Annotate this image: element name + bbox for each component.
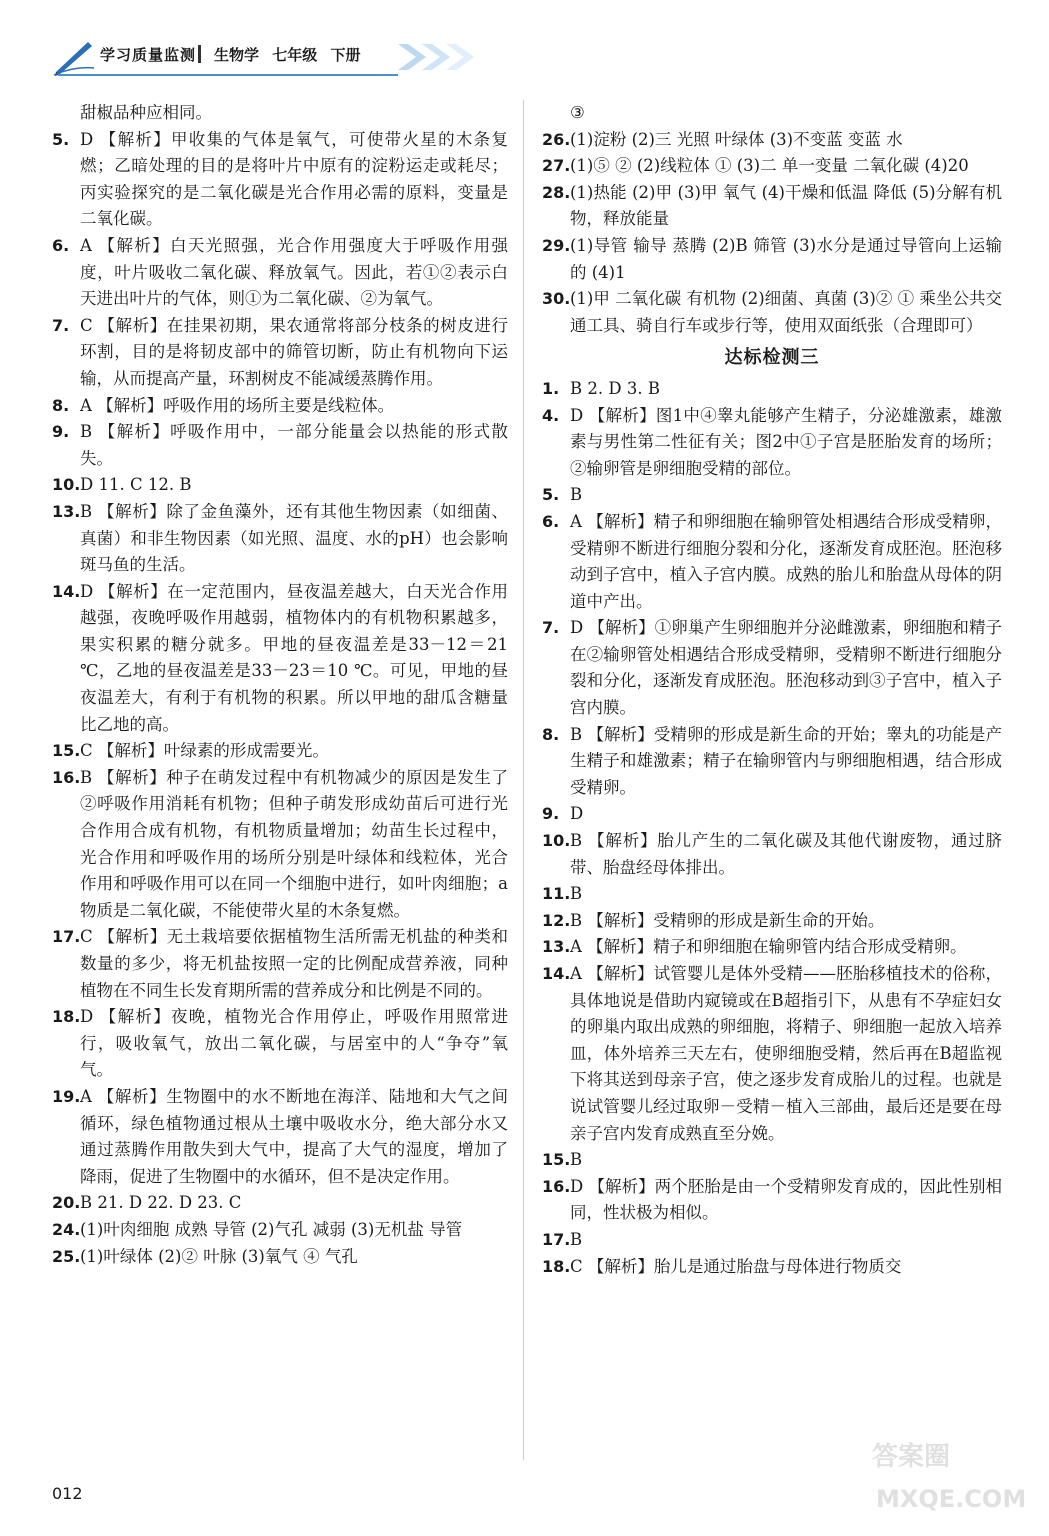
answer-text: 甜椒品种应相同。 xyxy=(80,103,212,122)
answer-text: B xyxy=(570,485,583,505)
answer-text: B 【解析】胎儿产生的二氧化碳及其他代谢废物，通过脐带、胎盘经母体排出。 xyxy=(570,831,1002,877)
answer-number: 17. xyxy=(52,927,81,947)
answer-number: 20. xyxy=(52,1193,81,1213)
answer-number: 12. xyxy=(542,910,571,930)
watermark-logo xyxy=(862,1425,1032,1525)
answer-text: A 【解析】生物圈中的水不断地在海洋、陆地和大气之间循环，绿色植物通过根从土壤中吸收水分，绝大部分水又通过蒸腾作用散失到大气中，提高了大气的湿度，增加了降雨，促进了生物圈中的水循环，但不是决定作用。 xyxy=(80,1086,508,1186)
answer-text: A 【解析】白天光照强，光合作用强度大于呼吸作用强度，叶片吸收二氧化碳、释放氧气。因此，若①②表示白天进出叶片的气体，则①为二氧化碳、②为氧气。 xyxy=(80,235,508,309)
answer-item xyxy=(52,765,508,925)
answer-number: 6. xyxy=(542,511,560,531)
answer-text: A 【解析】精子和卵细胞在输卵管内结合形成受精卵。 xyxy=(570,937,967,957)
answer-text: B 【解析】受精卵的形成是新生命的开始；睾丸的功能是产生精子和雄激素；精子在输卵管内与卵细胞相遇，结合形成受精卵。 xyxy=(570,724,1002,797)
answer-number: 8. xyxy=(542,724,560,744)
answer-item xyxy=(52,472,508,499)
answer-item xyxy=(542,828,1002,881)
page-header xyxy=(48,34,488,76)
answer-text: D 11. C 12. B xyxy=(80,475,192,495)
answer-item xyxy=(542,722,1002,802)
answer-number: 14. xyxy=(52,581,81,601)
answer-item xyxy=(542,881,1002,908)
answer-number: 5. xyxy=(52,129,70,149)
watermark-line1: 答案圈 xyxy=(872,1442,951,1472)
answer-text: B 【解析】受精卵的形成是新生命的开始。 xyxy=(570,910,885,930)
answer-text: C 【解析】在挂果初期，果农通常将部分枝条的树皮进行环割，目的是将韧皮部中的筛管切断，防止有机物向下运输，从而提高产量，环割树皮不能减缓蒸腾作用。 xyxy=(80,315,508,388)
answer-text: ③ xyxy=(570,103,585,122)
answer-text: B xyxy=(570,1150,583,1170)
answer-text: B 21. D 22. D 23. C xyxy=(80,1193,242,1213)
answer-number: 19. xyxy=(52,1086,81,1106)
answer-text: D 【解析】两个胚胎是由一个受精卵发育成的，因此性别相同，性状极为相似。 xyxy=(570,1176,1002,1223)
answer-number: 7. xyxy=(52,315,70,335)
header-rule xyxy=(58,74,398,76)
answer-text: (1)热能 (2)甲 (3)甲 氧气 (4)干燥和低温 降低 (5)分解有机物，释放能量 xyxy=(570,182,1002,229)
answer-text: D 【解析】①卵巢产生卵细胞并分泌雌激素，卵细胞和精子在②输卵管处相遇结合形成受精卵，受精卵不断进行细胞分裂和分化，逐渐发育成胚泡。胚泡移动到③子宫中，植入子宫内膜。 xyxy=(570,618,1002,718)
answer-number: 9. xyxy=(542,804,560,824)
page-number: 012 xyxy=(52,1484,83,1503)
answer-text: (1)淀粉 (2)三 光照 叶绿体 (3)不变蓝 变蓝 水 xyxy=(570,129,903,149)
answer-text: A 【解析】精子和卵细胞在输卵管处相遇结合形成受精卵，受精卵不断进行细胞分裂和分化，逐渐发育成胚泡。胚泡移动到子宫中，植入子宫内膜。成熟的胎儿和胎盘从母体的阴道中产出。 xyxy=(570,511,1002,611)
answer-item xyxy=(542,961,1002,1147)
answer-text: C 【解析】胎儿是通过胎盘与母体进行物质交 xyxy=(570,1256,902,1276)
answer-number: 15. xyxy=(542,1150,571,1170)
answer-text: A 【解析】呼吸作用的场所主要是线粒体。 xyxy=(80,395,395,415)
answer-item xyxy=(52,419,508,472)
answer-text: D 【解析】在一定范围内，昼夜温差越大，白天光合作用越强，夜晚呼吸作用越弱，植物体内的有机物积累越多，果实积累的糖分就多。甲地的昼夜温差是33－12＝21 ℃，乙地的昼夜温差是33－23＝10 ℃。可见，甲地的昼夜温差大，有利于有机物的积累。所以甲地的甜瓜含糖量比乙地的高。 xyxy=(80,581,508,734)
answer-number: 28. xyxy=(542,182,571,202)
answer-number: 18. xyxy=(52,1007,81,1027)
answer-number: 10. xyxy=(52,475,81,495)
answer-text: C 【解析】叶绿素的形成需要光。 xyxy=(80,741,329,761)
chevron-decoration-icon xyxy=(398,42,488,72)
answer-number: 14. xyxy=(542,964,571,983)
answer-text: B 2. D 3. B xyxy=(570,378,660,398)
answer-item xyxy=(52,1217,508,1244)
answer-item xyxy=(52,127,508,233)
answer-item xyxy=(52,1244,508,1271)
answer-number: 4. xyxy=(542,405,560,425)
answer-item xyxy=(52,1084,508,1190)
answer-number: 27. xyxy=(542,156,571,176)
section-title: 达标检测三 xyxy=(724,347,820,369)
answer-number: 24. xyxy=(52,1219,81,1239)
column-divider xyxy=(523,100,524,1460)
answer-number: 16. xyxy=(52,767,81,787)
right-column xyxy=(542,100,1002,1280)
answer-number: 26. xyxy=(542,129,571,149)
answer-number: 13. xyxy=(52,501,81,521)
answer-item xyxy=(542,100,1002,127)
answer-number: 17. xyxy=(542,1229,571,1249)
answer-item xyxy=(542,233,1002,286)
answer-item xyxy=(52,1004,508,1084)
answer-item xyxy=(542,153,1002,180)
answer-number: 7. xyxy=(542,618,560,638)
answer-item xyxy=(542,1174,1002,1227)
answer-item xyxy=(52,1190,508,1217)
answer-number: 11. xyxy=(542,884,571,904)
answer-text: (1)甲 二氧化碳 有机物 (2)细菌、真菌 (3)② ① 乘坐公共交通工具、骑自行车或步行等，使用双面纸张（合理即可） xyxy=(570,289,1002,335)
answer-text: D 【解析】夜晚，植物光合作用停止，呼吸作用照常进行，吸收氧气，放出二氧化碳，与居室中的人“争夺”氧气。 xyxy=(80,1007,508,1080)
answer-text: (1)叶绿体 (2)② 叶脉 (3)氧气 ④ 气孔 xyxy=(80,1246,358,1266)
answer-item xyxy=(542,1147,1002,1174)
answer-number: 8. xyxy=(52,395,70,415)
answer-number: 25. xyxy=(52,1246,81,1266)
answer-text: D 【解析】甲收集的气体是氧气，可使带火星的木条复燃；乙暗处理的目的是将叶片中原有的淀粉运走或耗尽；丙实验探究的是二氧化碳是光合作用必需的原料，变量是二氧化碳。 xyxy=(80,129,508,229)
answer-item xyxy=(542,1254,1002,1281)
pen-icon xyxy=(52,38,96,76)
answer-item xyxy=(52,313,508,393)
answer-number: 30. xyxy=(542,289,571,309)
answer-item xyxy=(542,376,1002,403)
answer-number: 6. xyxy=(52,235,70,255)
answer-item xyxy=(542,801,1002,828)
answer-item xyxy=(542,403,1002,483)
answer-number: 9. xyxy=(52,422,70,442)
answer-item xyxy=(52,579,508,739)
answer-text: (1)叶肉细胞 成熟 导管 (2)气孔 减弱 (3)无机盐 导管 xyxy=(80,1219,463,1239)
answer-number: 16. xyxy=(542,1176,571,1196)
answer-item xyxy=(52,100,508,127)
answer-text: D xyxy=(570,804,584,824)
series-title: 学习质量监测 xyxy=(100,46,197,64)
answer-number: 10. xyxy=(542,831,571,851)
answer-item xyxy=(542,509,1002,615)
answer-item xyxy=(52,233,508,313)
answer-item xyxy=(542,127,1002,154)
answer-text: B 【解析】种子在萌发过程中有机物减少的原因是发生了②呼吸作用消耗有机物；但种子萌发形成幼苗后可进行光合作用合成有机物，有机物质量增加；幼苗生长过程中，光合作用和呼吸作用的场所分别是叶绿体和线粒体，光合作用和呼吸作用可以在同一个细胞中进行，如叶肉细胞；a物质是二氧化碳，不能使带火星的木条复燃。 xyxy=(80,767,508,920)
book-subtitle: 生物学 七年级 下册 xyxy=(214,46,361,64)
answer-text: (1)导管 输导 蒸腾 (2)B 筛管 (3)水分是通过导管向上运输的 (4)1 xyxy=(570,235,1002,282)
answer-number: 15. xyxy=(52,741,81,761)
answer-item xyxy=(542,286,1002,339)
answer-number: 13. xyxy=(542,937,571,957)
answer-item xyxy=(542,180,1002,233)
answer-item xyxy=(52,924,508,1004)
answer-number: 18. xyxy=(542,1256,571,1276)
answer-item xyxy=(542,482,1002,509)
answer-item xyxy=(52,499,508,579)
answer-number: 1. xyxy=(542,378,560,398)
answer-text: B xyxy=(570,1229,583,1249)
answer-text: A 【解析】试管婴儿是体外受精——胚胎移植技术的俗称，具体地说是借助内窥镜或在B超指引下，从患有不孕症妇女的卵巢内取出成熟的卵细胞，将精子、卵细胞一起放入培养皿，体外培养三天左右，使卵细胞受精，然后再在B超监视下将其送到母亲子宫，使之逐步发育成胎儿的过程。也就是说试管婴儿经过取卵－受精－植入三部曲，最后还是要在母亲子宫内发育成熟直至分娩。 xyxy=(570,964,1002,1143)
answer-text: D 【解析】图1中④睾丸能够产生精子，分泌雄激素，雄激素与男性第二性征有关；图2中①子宫是胚胎发育的场所；②输卵管是卵细胞受精的部位。 xyxy=(570,405,1002,478)
answer-item xyxy=(52,738,508,765)
answer-number: 5. xyxy=(542,485,560,505)
answer-text: C 【解析】无土栽培要依据植物生活所需无机盐的种类和数量的多少，将无机盐按照一定的比例配成营养液，同种植物在不同生长发育期所需的营养成分和比例是不同的。 xyxy=(80,927,508,1000)
watermark-line2: MXQE.COM xyxy=(876,1485,1027,1513)
answer-text: B 【解析】呼吸作用中，一部分能量会以热能的形式散失。 xyxy=(80,422,508,468)
left-column xyxy=(52,100,508,1270)
answer-item xyxy=(542,615,1002,721)
answer-item xyxy=(542,934,1002,961)
answer-item xyxy=(52,393,508,420)
answer-number: 29. xyxy=(542,235,571,255)
header-separator xyxy=(198,45,201,63)
answer-text: (1)⑤ ② (2)线粒体 ① (3)二 单一变量 二氧化碳 (4)20 xyxy=(570,156,969,176)
answer-item xyxy=(542,1227,1002,1254)
answer-item xyxy=(542,908,1002,935)
answer-text: B 【解析】除了金鱼藻外，还有其他生物因素（如细菌、真菌）和非生物因素（如光照、温度、水的pH）也会影响斑马鱼的生活。 xyxy=(80,501,508,575)
answer-text: B xyxy=(570,884,583,904)
